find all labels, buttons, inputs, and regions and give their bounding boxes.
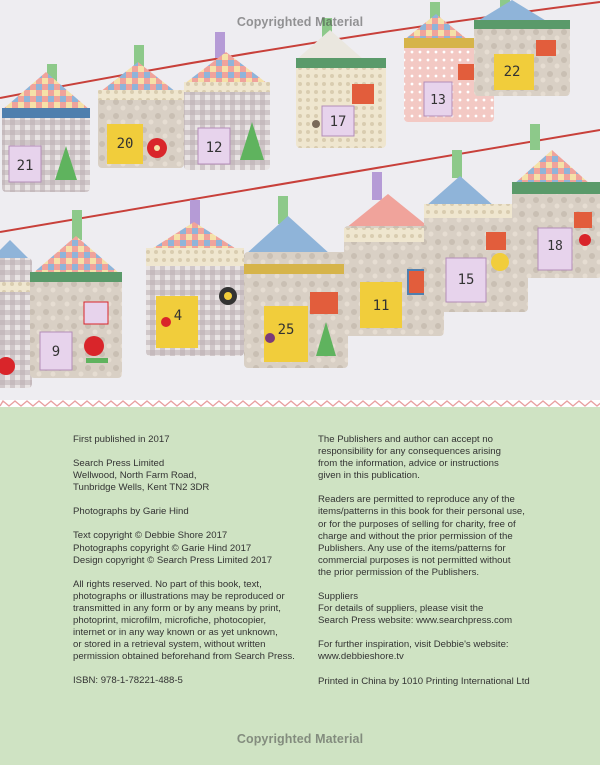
publisher-address: Search Press Limited Wellwood, North Farm Road, Tunbridge Wells, Kent TN2 3DR	[73, 458, 210, 494]
zigzag-border	[0, 398, 600, 412]
svg-text:21: 21	[16, 158, 34, 174]
permissions-notice: Readers are permitted to reproduce any of the items/patterns in this book for their personal use, or for the purposes of selling for charity, free of charge and without the prior permission of the Publishers. Any use of the items/patterns for commercial purposes is not permitted without the prior permission of the Publishers.	[318, 494, 525, 578]
watermark-bottom: Copyrighted Material	[236, 732, 364, 746]
colophon-right-column	[318, 434, 550, 700]
svg-text:22: 22	[503, 64, 521, 80]
printed-in: Printed in China by 1010 Printing International Ltd	[318, 675, 530, 687]
watermark-top: Copyrighted Material	[236, 15, 364, 29]
svg-text:13: 13	[430, 93, 446, 108]
suppliers-heading: Suppliers	[318, 591, 358, 603]
svg-text:18: 18	[547, 239, 563, 254]
svg-text:15: 15	[457, 272, 475, 288]
isbn: ISBN: 978-1-78221-488-5	[73, 675, 183, 687]
svg-text:12: 12	[205, 140, 223, 156]
svg-text:4: 4	[173, 308, 183, 324]
house-partial-left	[0, 240, 32, 388]
svg-text:9: 9	[51, 344, 61, 360]
copyrights: Text copyright © Debbie Shore 2017 Photographs copyright © Garie Hind 2017 Design copyright © Search Press Limited 2017	[73, 530, 273, 566]
svg-text:25: 25	[277, 322, 295, 338]
first-published: First published in 2017	[73, 434, 170, 445]
suppliers-text: For details of suppliers, please visit the Search Press website: www.searchpress.com	[318, 603, 513, 627]
svg-text:20: 20	[116, 136, 134, 152]
liability-notice: The Publishers and author can accept no responsibility for any consequences arising from the information, advice or instructions given in this publication.	[318, 434, 501, 482]
svg-text:17: 17	[329, 114, 347, 130]
svg-text:11: 11	[372, 298, 390, 314]
rights-reserved: All rights reserved. No part of this book, text, photographs or illustrations may be reproduced or transmitted in any form or by any means by print, photoprint, microfilm, microfiche, photocopier, internet or in any way known or as yet unknown, or stored in a retrieval system, without written permission obtained beforehand from Search Press.	[73, 578, 295, 663]
colophon-left-column	[73, 434, 305, 700]
photographs-by: Photographs by Garie Hind	[73, 506, 189, 518]
inspiration-text: For further inspiration, visit Debbie's website: www.debbieshore.tv	[318, 639, 509, 663]
